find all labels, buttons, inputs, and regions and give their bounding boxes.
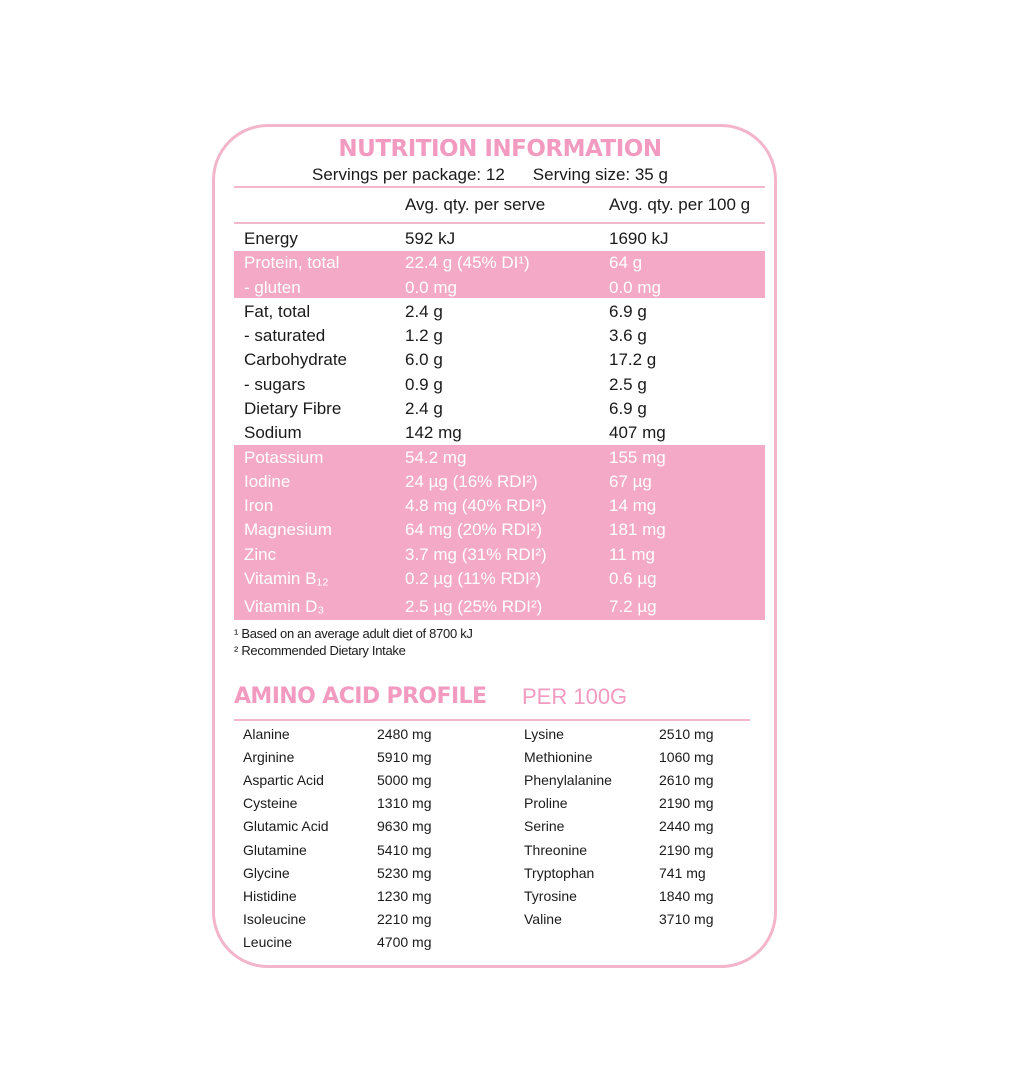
nutrient-row: [0, 472, 1024, 496]
nutrient-per-serve: 0.2 µg (11% RDI²): [405, 569, 542, 588]
nutrient-per-100g: 6.9 g: [609, 399, 647, 418]
nutrient-name: Sodium: [244, 423, 302, 442]
amino-acid-row: [0, 795, 1024, 815]
servings-per-package: Servings per package: 12: [312, 165, 505, 184]
amino-acid-name: Tyrosine: [524, 888, 577, 904]
amino-acid-value: 3710 mg: [659, 911, 714, 927]
amino-acid-row: [0, 749, 1024, 769]
amino-acid-value: 2510 mg: [659, 726, 714, 742]
nutrient-name: Magnesium: [244, 520, 332, 539]
nutrient-row: [0, 448, 1024, 472]
amino-acid-row: [0, 818, 1024, 838]
nutrient-row: [0, 597, 1024, 621]
column-header-per-serve: Avg. qty. per serve: [405, 195, 546, 214]
amino-acid-value: 5910 mg: [377, 749, 432, 765]
nutrient-row: [0, 569, 1024, 593]
nutrient-per-100g: 11 mg: [609, 545, 655, 564]
amino-acid-row: [0, 772, 1024, 792]
amino-acid-value: 5000 mg: [377, 772, 432, 788]
amino-acid-name: Methionine: [524, 749, 593, 765]
amino-acid-name: Aspartic Acid: [243, 772, 324, 788]
nutrient-row: [0, 302, 1024, 326]
nutrient-per-100g: 155 mg: [609, 448, 666, 467]
nutrient-per-100g: 64 g: [609, 253, 643, 272]
nutrient-per-serve: 4.8 mg (40% RDI²): [405, 496, 547, 515]
nutrient-row: [0, 545, 1024, 569]
amino-acid-name: Isoleucine: [243, 911, 307, 927]
nutrient-per-serve: 592 kJ: [405, 229, 456, 248]
amino-acid-name: Glycine: [243, 865, 290, 881]
amino-acid-name: Cysteine: [243, 795, 298, 811]
divider: [234, 186, 765, 188]
nutrient-per-serve: 64 mg (20% RDI²): [405, 520, 542, 539]
amino-acid-per: PER 100G: [522, 684, 628, 709]
nutrition-title: NUTRITION INFORMATION: [338, 136, 662, 162]
amino-acid-name: Tryptophan: [524, 865, 595, 881]
footnote-2: ² Recommended Dietary Intake: [234, 643, 406, 658]
divider: [234, 719, 750, 721]
nutrient-name: Potassium: [244, 448, 324, 467]
nutrient-per-serve: 1.2 g: [405, 326, 443, 345]
nutrient-row: [0, 278, 1024, 302]
nutrient-per-serve: 0.9 g: [405, 375, 443, 394]
nutrient-row: [0, 375, 1024, 399]
nutrient-name: Fat, total: [244, 302, 311, 321]
amino-acid-value: 4700 mg: [377, 934, 432, 950]
nutrient-name: - gluten: [244, 278, 301, 297]
nutrient-per-100g: 0.0 mg: [609, 278, 661, 297]
amino-acid-value: 2440 mg: [659, 818, 714, 834]
amino-acid-row: [0, 842, 1024, 862]
nutrient-per-100g: 407 mg: [609, 423, 666, 442]
amino-acid-value: 2480 mg: [377, 726, 432, 742]
amino-acid-title: AMINO ACID PROFILE: [234, 684, 487, 709]
nutrient-per-serve: 6.0 g: [405, 350, 443, 369]
amino-acid-value: 741 mg: [659, 865, 706, 881]
nutrient-per-100g: 181 mg: [609, 520, 666, 539]
amino-acid-value: 2610 mg: [659, 772, 714, 788]
nutrient-name: - saturated: [244, 326, 326, 345]
nutrient-row: [0, 520, 1024, 544]
serving-size: Serving size: 35 g: [532, 165, 668, 184]
amino-acid-name: Arginine: [243, 749, 295, 765]
nutrient-name: Dietary Fibre: [244, 399, 342, 418]
nutrient-name: Zinc: [244, 545, 277, 564]
nutrient-per-serve: 22.4 g (45% DI¹): [405, 253, 530, 272]
nutrient-row: [0, 326, 1024, 350]
amino-acid-name: Phenylalanine: [524, 772, 612, 788]
nutrient-per-100g: 17.2 g: [609, 350, 657, 369]
amino-acid-name: Threonine: [524, 842, 588, 858]
amino-acid-row: [0, 726, 1024, 746]
amino-acid-name: Proline: [524, 795, 568, 811]
nutrient-per-100g: 14 mg: [609, 496, 657, 515]
nutrient-per-100g: 2.5 g: [609, 375, 647, 394]
column-header-per-100g: Avg. qty. per 100 g: [609, 195, 751, 214]
nutrient-per-100g: 7.2 µg: [609, 597, 657, 616]
amino-acid-value: 5230 mg: [377, 865, 432, 881]
nutrient-per-100g: 1690 kJ: [609, 229, 669, 248]
nutrient-per-100g: 6.9 g: [609, 302, 647, 321]
nutrient-row: [0, 350, 1024, 374]
amino-acid-value: 2190 mg: [659, 795, 714, 811]
nutrient-name: Iron: [244, 496, 274, 515]
nutrient-name: Energy: [244, 229, 298, 248]
amino-acid-value: 1310 mg: [377, 795, 432, 811]
nutrient-name: Protein, total: [244, 253, 340, 272]
amino-acid-name: Leucine: [243, 934, 293, 950]
amino-acid-name: Serine: [524, 818, 565, 834]
nutrient-per-100g: 67 µg: [609, 472, 652, 491]
nutrient-per-serve: 24 µg (16% RDI²): [405, 472, 538, 491]
nutrient-per-serve: 3.7 mg (31% RDI²): [405, 545, 547, 564]
amino-acid-row: [0, 934, 1024, 954]
nutrient-name: Iodine: [244, 472, 291, 491]
nutrient-per-100g: 3.6 g: [609, 326, 647, 345]
amino-acid-value: 1840 mg: [659, 888, 714, 904]
amino-acid-name: Histidine: [243, 888, 297, 904]
divider: [234, 222, 765, 224]
amino-acid-name: Glutamic Acid: [243, 818, 329, 834]
amino-acid-name: Alanine: [243, 726, 290, 742]
nutrient-row: [0, 423, 1024, 447]
amino-acid-value: 1060 mg: [659, 749, 714, 765]
nutrient-row: [0, 399, 1024, 423]
amino-acid-value: 9630 mg: [377, 818, 432, 834]
amino-acid-value: 5410 mg: [377, 842, 432, 858]
nutrient-per-serve: 2.4 g: [405, 399, 443, 418]
nutrient-name: - sugars: [244, 375, 306, 394]
nutrient-per-serve: 2.5 µg (25% RDI²): [405, 597, 543, 616]
amino-acid-value: 2210 mg: [377, 911, 432, 927]
nutrient-per-serve: 54.2 mg: [405, 448, 467, 467]
amino-acid-value: 1230 mg: [377, 888, 432, 904]
amino-acid-name: Glutamine: [243, 842, 307, 858]
footnote-1: ¹ Based on an average adult diet of 8700 kJ: [234, 626, 473, 641]
amino-acid-row: [0, 865, 1024, 885]
nutrient-name: Vitamin B₁₂: [244, 569, 329, 588]
nutrient-row: [0, 496, 1024, 520]
nutrient-row: [0, 253, 1024, 277]
nutrient-per-serve: 2.4 g: [405, 302, 443, 321]
amino-acid-row: [0, 888, 1024, 908]
nutrient-per-serve: 142 mg: [405, 423, 462, 442]
servings-line: [312, 165, 668, 185]
nutrient-per-100g: 0.6 µg: [609, 569, 657, 588]
amino-acid-value: 2190 mg: [659, 842, 714, 858]
amino-acid-name: Lysine: [524, 726, 564, 742]
nutrient-name: Carbohydrate: [244, 350, 348, 369]
nutrient-row: [0, 229, 1024, 253]
amino-acid-row: [0, 911, 1024, 931]
nutrient-per-serve: 0.0 mg: [405, 278, 457, 297]
amino-acid-name: Valine: [524, 911, 562, 927]
nutrient-name: Vitamin D₃: [244, 597, 325, 616]
